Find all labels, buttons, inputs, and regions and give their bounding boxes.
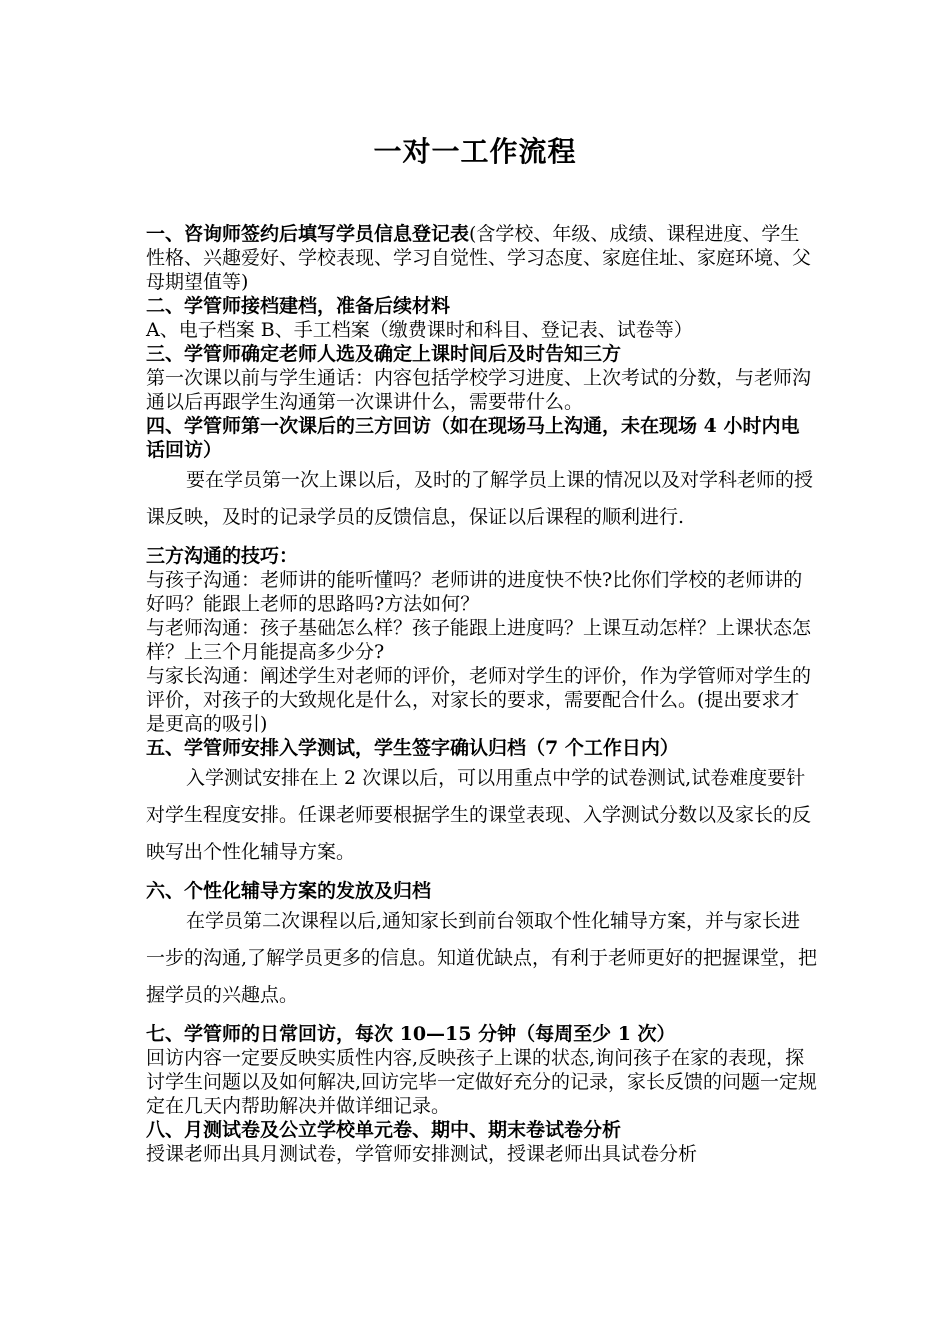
- section-8-body: 授课老师出具月测试卷，学管师安排测试，授课老师出具试卷分析: [146, 1143, 698, 1165]
- section-3-body: 第一次课以前与学生通话：内容包括学校学习进度、上次考试的分数，与老师沟通以后再跟学生沟通第一次课讲什么，需要带什么。: [146, 367, 812, 413]
- section-1-note: (含学校、年级、成绩、课程进度、学生性格、兴趣爱好、学校表现、学习自觉性、学习态度、家庭住址、家庭环境、父母期望值等): [146, 223, 812, 293]
- section-2-body: A、电子档案 B、手工档案（缴费课时和科目、登记表、试卷等）: [146, 319, 693, 341]
- section-2-heading: 二、学管师接档建档，准备后续材料: [146, 295, 451, 317]
- section-4-body: 要在学员第一次上课以后，及时的了解学员上课的情况以及对学科老师的授课反映，及时的记录学员的反馈信息，保证以后课程的顺利进行.: [146, 469, 814, 528]
- section-4-heading: 四、学管师第一次课后的三方回访（如在现场马上沟通，未在现场 4 小时内电话回访）: [146, 415, 800, 461]
- section-5-heading: 五、学管师安排入学测试，学生签字确认归档（7 个工作日内）: [146, 737, 679, 759]
- section-1: [146, 222, 818, 294]
- section-1-heading: 一、咨询师签约后填写学员信息登记表: [146, 223, 470, 245]
- skills-parent: 与家长沟通：阐述学生对老师的评价，老师对学生的评价，作为学管师对学生的评价，对孩子的大致规化是什么，对家长的要求，需要配合什么。(提出要求才是更高的吸引): [146, 665, 812, 735]
- document-body: [146, 222, 818, 1166]
- section-6-heading: 六、个性化辅导方案的发放及归档: [146, 880, 432, 902]
- section-6-body: 在学员第二次课程以后,通知家长到前台领取个性化辅导方案，并与家长进一步的沟通,了解学员更多的信息。知道优缺点，有利于老师更好的把握课堂，把握学员的兴趣点。: [146, 910, 818, 1006]
- skills-teacher: 与老师沟通：孩子基础怎么样？孩子能跟上进度吗？上课互动怎样？上课状态怎样？上三个月能提高多少分?: [146, 617, 812, 663]
- section-7-heading: 七、学管师的日常回访，每次 10—15 分钟（每周至少 1 次）: [146, 1023, 676, 1045]
- section-8-heading: 八、月测试卷及公立学校单元卷、期中、期末卷试卷分析: [146, 1119, 622, 1141]
- section-3-heading: 三、学管师确定老师人选及确定上课时间后及时告知三方: [146, 343, 622, 365]
- skills-child: 与孩子沟通：老师讲的能听懂吗？老师讲的进度快不快?比你们学校的老师讲的好吗？能跟上老师的思路吗?方法如何？: [146, 569, 803, 615]
- skills-heading: 三方沟通的技巧：: [146, 545, 299, 567]
- section-5-body: 入学测试安排在上 2 次课以后，可以用重点中学的试卷测试,试卷难度要针对学生程度安排。任课老师要根据学生的课堂表现、入学测试分数以及家长的反映写出个性化辅导方案。: [146, 767, 812, 863]
- page-title: 一对一工作流程: [373, 135, 577, 168]
- section-7-body: 回访内容一定要反映实质性内容,反映孩子上课的状态,询问孩子在家的表现，探讨学生问题以及如何解决,回访完毕一定做好充分的记录，家长反馈的问题一定规定在几天内帮助解决并做详细记录。: [146, 1047, 818, 1117]
